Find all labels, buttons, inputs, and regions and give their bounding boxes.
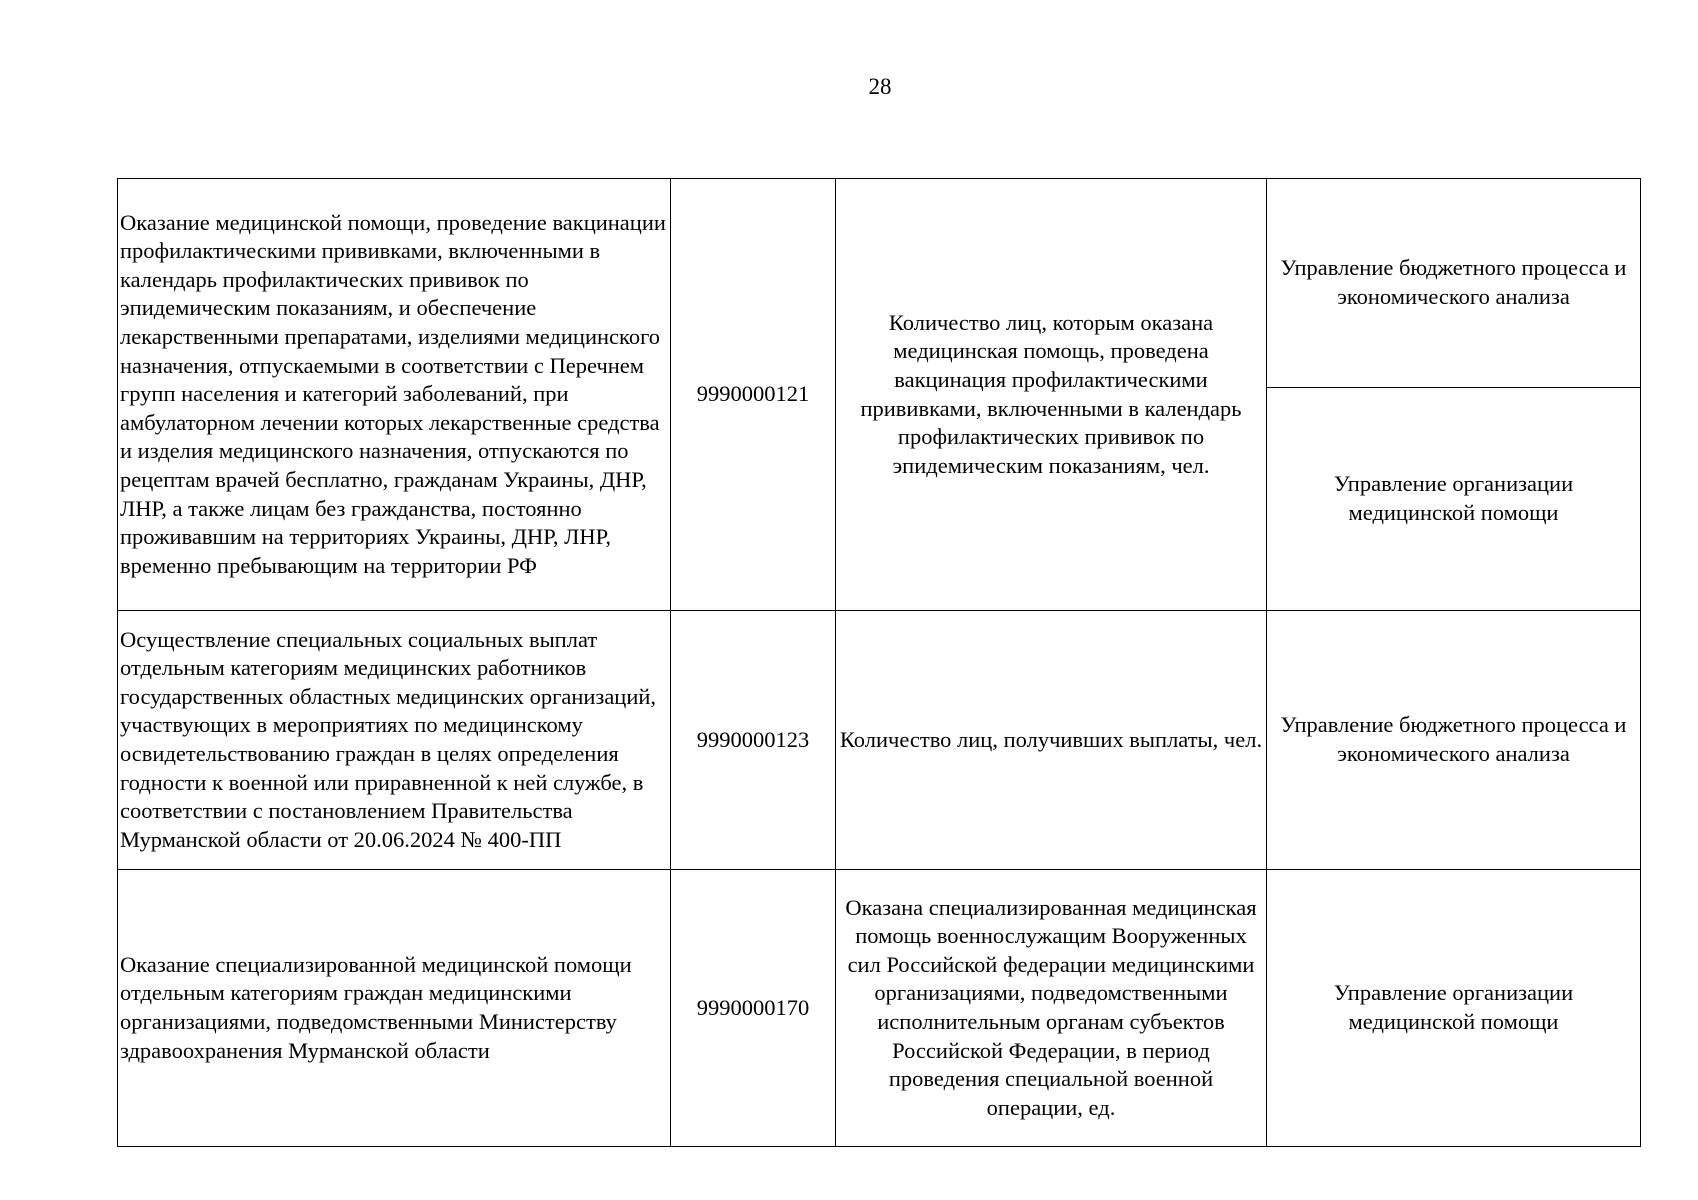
responsible-department: Управление бюджетного процесса и экономического анализа bbox=[1267, 179, 1641, 388]
responsible-department: Управление бюджетного процесса и экономического анализа bbox=[1267, 611, 1641, 870]
budget-code: 9990000123 bbox=[671, 611, 836, 870]
responsible-department: Управление организации медицинской помощи bbox=[1267, 870, 1641, 1147]
measure-description: Осуществление специальных социальных выплат отдельным категориям медицинских работников государственных областных медицинских организаций, участвующих в мероприятиях по медицинскому освидетельствованию граждан в целях определения годности к военной или приравненной к ней службе, в соответствии с постановлением Правительства Мурманской области от 20.06.2024 № 400-ПП bbox=[118, 611, 671, 870]
budget-table bbox=[117, 178, 1641, 1147]
budget-code: 9990000170 bbox=[671, 870, 836, 1147]
table-row bbox=[118, 179, 1641, 388]
result-indicator: Оказана специализированная медицинская помощь военнослужащим Вооруженных сил Российской федерации медицинскими организациями, подведомственными исполнительным органам субъектов Российской Федерации, в период проведения специальной военной операции, ед. bbox=[836, 870, 1267, 1147]
page-number: 28 bbox=[868, 74, 892, 99]
measure-description: Оказание медицинской помощи, проведение вакцинации профилактическими прививками, включенными в календарь профилактических прививок по эпидемическим показаниям, и обеспечение лекарственными препаратами, изделиями медицинского назначения, отпускаемыми в соответствии с Перечнем групп населения и категорий заболеваний, при амбулаторном лечении которых лекарственные средства и изделия медицинского назначения, отпускаются по рецептам врачей бесплатно, гражданам Украины, ДНР, ЛНР, а также лицам без гражданства, постоянно проживавшим на территориях Украины, ДНР, ЛНР, временно пребывающим на территории РФ bbox=[118, 179, 671, 611]
budget-code: 9990000121 bbox=[671, 179, 836, 611]
table-row bbox=[118, 611, 1641, 870]
responsible-department: Управление организации медицинской помощи bbox=[1267, 388, 1641, 611]
result-indicator: Количество лиц, которым оказана медицинская помощь, проведена вакцинация профилактическими прививками, включенными в календарь профилактических прививок по эпидемическим показаниям, чел. bbox=[836, 179, 1267, 611]
result-indicator: Количество лиц, получивших выплаты, чел. bbox=[836, 611, 1267, 870]
table-row bbox=[118, 870, 1641, 1147]
measure-description: Оказание специализированной медицинской помощи отдельным категориям граждан медицинскими организациями, подведомственными Министерству здравоохранения Мурманской области bbox=[118, 870, 671, 1147]
